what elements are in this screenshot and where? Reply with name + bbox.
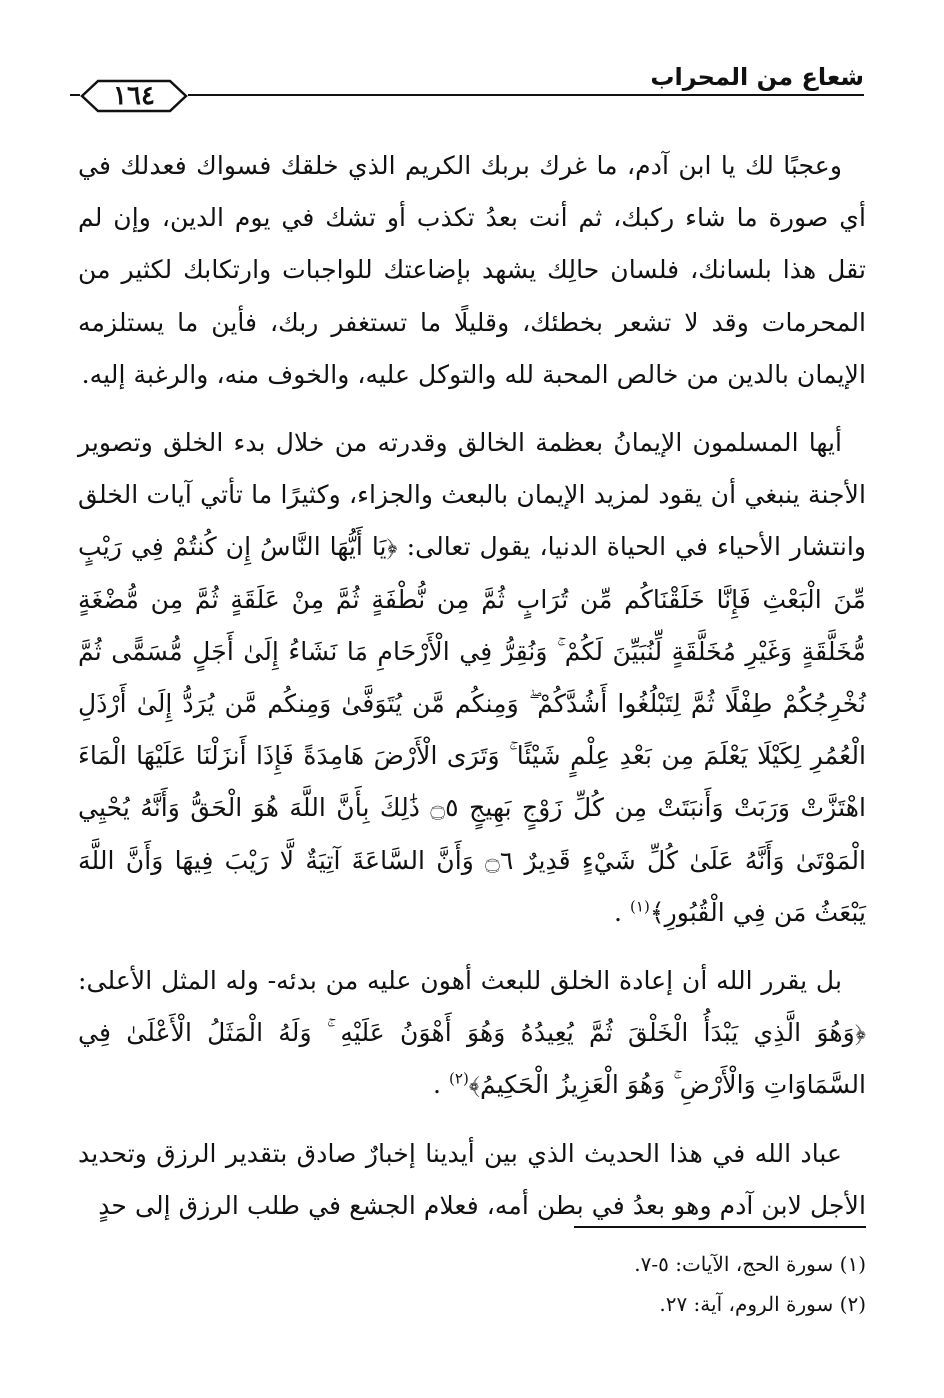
paragraph (78, 1128, 866, 1232)
footnote: (١) سورة الحج، الآيات: ٥-٧. (634, 1252, 866, 1276)
paragraph (78, 140, 866, 401)
period: . (614, 897, 623, 927)
paragraph (78, 955, 866, 1112)
paragraph-text: بل يقرر الله أن إعادة الخلق للبعث أهون عليه من بدئه- وله المثل الأعلى: ﴿وَهُوَ الَّذِي يَبْدَأُ الْخَلْقَ ثُمَّ يُعِيدُهُ وَهُوَ أَهْوَنُ عَلَيْهِ ۚ وَلَهُ الْمَثَلُ الْأَعْلَىٰ فِي السَّمَاوَاتِ وَالْأَرْضِ ۚ وَهُوَ الْعَزِيزُ الْحَكِيمُ﴾ (78, 966, 866, 1100)
body-text (78, 140, 866, 1232)
page-number-badge (80, 78, 188, 114)
footnote: (٢) سورة الروم، آية: ٢٧. (659, 1292, 866, 1316)
paragraph (78, 417, 866, 939)
running-title: شعاع من المحراب (650, 63, 864, 91)
footnote-ref: (١) (630, 897, 650, 916)
paragraph-text: وعجبًا لك يا ابن آدم، ما غرك بربك الكريم الذي خلقك فسواك فعدلك في أي صورة ما شاء ركبك، ثم أنت بعدُ تكذب أو تشك في يوم الدين، وإن لم تقل هذا بلسانك، فلسان حالِك يشهد بإضاعتك للواجبات وارتكابك لكثير من المحرمات وقد لا تشعر بخطئك، وقليلًا ما تستغفر ربك، فأين ما يستلزمه الإيمان بالدين من خالص المحبة لله والتوكل عليه، والخوف منه، والرغبة إليه. (78, 151, 866, 389)
page-number: ١٦٤ (113, 81, 155, 111)
paragraph-text: عباد الله في هذا الحديث الذي بين أيدينا إخبارٌ صادق بتقدير الرزق وتحديد الأجل لابن آدم وهو بعدُ في بطن أمه، فعلام الجشع في طلب الرزق إلى حدٍ (78, 1138, 866, 1220)
period: . (433, 1070, 442, 1100)
footnotes (634, 1244, 866, 1324)
footnote-ref: (٢) (449, 1070, 469, 1089)
footnote-rule (574, 1226, 866, 1228)
paragraph-text: أيها المسلمون الإيمانُ بعظمة الخالق وقدرته من خلال بدء الخلق وتصوير الأجنة ينبغي أن يقود لمزيد الإيمان بالبعث والجزاء، وكثيرًا ما تأتي آيات الخلق وانتشار الأحياء في الحياة الدنيا، يقول تعالى: ﴿يَا أَيُّهَا النَّاسُ إِن كُنتُمْ فِي رَيْبٍ مِّنَ الْبَعْثِ فَإِنَّا خَلَقْنَاكُم مِّن تُرَابٍ ثُمَّ مِن نُّطْفَةٍ ثُمَّ مِنْ عَلَقَةٍ ثُمَّ مِن مُّضْغَةٍ مُّخَلَّقَةٍ وَغَيْرِ مُخَلَّقَةٍ لِّنُبَيِّنَ لَكُمْ ۚ وَنُقِرُّ فِي الْأَرْحَامِ مَا نَشَاءُ إِلَىٰ أَجَلٍ مُّسَمًّى ثُمَّ نُخْرِجُكُمْ طِفْلًا ثُمَّ لِتَبْلُغُوا أَشُدَّكُمْ ۖ وَمِنكُم مَّن يُتَوَفَّىٰ وَمِنكُم مَّن يُرَدُّ إِلَىٰ أَرْذَلِ الْعُمُرِ لِكَيْلَا يَعْلَمَ مِن بَعْدِ عِلْمٍ شَيْئًا ۚ وَتَرَى الْأَرْضَ هَامِدَةً فَإِذَا أَنزَلْنَا عَلَيْهَا الْمَاءَ اهْتَزَّتْ وَرَبَتْ وَأَنبَتَتْ مِن كُلِّ زَوْجٍ بَهِيجٍ ۝٥ ذَٰلِكَ بِأَنَّ اللَّهَ هُوَ الْحَقُّ وَأَنَّهُ يُحْيِي الْمَوْتَىٰ وَأَنَّهُ عَلَىٰ كُلِّ شَيْءٍ قَدِيرٌ ۝٦ وَأَنَّ السَّاعَةَ آتِيَةٌ لَّا رَيْبَ فِيهَا وَأَنَّ اللَّهَ يَبْعَثُ مَن فِي الْقُبُورِ﴾ (78, 428, 866, 927)
header-rule (70, 94, 864, 96)
